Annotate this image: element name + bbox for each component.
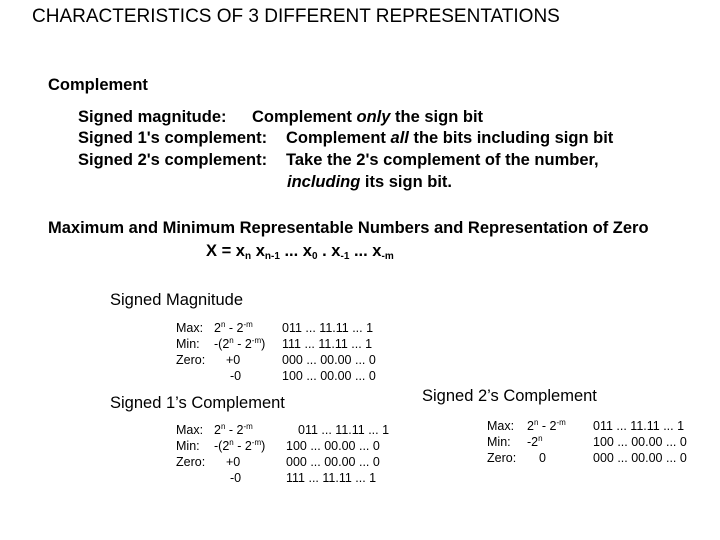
formula-subscript: n [245, 251, 252, 262]
complement-row-twos-continued [287, 173, 452, 192]
table-row [487, 418, 687, 434]
value-part: ) [261, 439, 266, 453]
formula-subscript: -m [381, 251, 394, 262]
row-text: Complement [286, 129, 391, 147]
table-row [176, 454, 389, 470]
value-part: 2 [214, 321, 221, 335]
value-exp: n [538, 434, 543, 443]
value-exp: -m [556, 418, 566, 427]
row-value [214, 336, 282, 352]
row-value [214, 438, 286, 454]
row-text: the bits including sign bit [408, 129, 614, 147]
table-row [176, 438, 389, 454]
row-value: 0 [539, 451, 546, 465]
row-bits: 111 ... 11.11 ... 1 [286, 471, 377, 485]
value-part: -(2 [214, 337, 230, 351]
table-row [487, 450, 687, 466]
table-row [176, 352, 376, 368]
row-emphasis: only [356, 108, 391, 126]
row-bits: 100 ... 00.00 ... 0 [286, 439, 380, 453]
table-row [176, 320, 376, 336]
row-label: Zero: [176, 353, 206, 367]
formula-subscript: 0 [311, 251, 318, 262]
value-part: - 2 [538, 419, 557, 433]
value-part: - 2 [225, 423, 244, 437]
row-bits: 011 ... 11.11 ... 1 [593, 419, 685, 433]
value-exp: n [229, 336, 234, 345]
row-bits: 100 ... 00.00 ... 0 [593, 435, 687, 449]
signed-magnitude-table [176, 320, 376, 384]
formula-part: X = x [206, 242, 245, 260]
row-label: Zero: [487, 451, 517, 465]
maxmin-heading: Maximum and Minimum Representable Numbers and Representation of Zero [48, 219, 649, 237]
row-value [214, 320, 282, 336]
ones-complement-heading: Signed 1’s Complement [110, 394, 285, 412]
row-value: +0 [226, 455, 241, 469]
ones-complement-table [176, 422, 389, 486]
row-bits: 011 ... 11.11 ... 1 [282, 321, 374, 335]
value-exp: n [220, 422, 226, 431]
formula-subscript: -1 [340, 251, 350, 262]
value-part: 2 [214, 423, 221, 437]
formula-part: ... x [279, 242, 312, 260]
number-formula [206, 242, 394, 261]
row-text: Complement [252, 108, 357, 126]
row-label: Max: [176, 423, 204, 437]
value-part: -2 [527, 435, 539, 449]
value-exp: -m [251, 438, 262, 447]
row-bits: 100 ... 00.00 ... 0 [282, 369, 376, 383]
value-part: 2 [527, 419, 534, 433]
page-title: CHARACTERISTICS OF 3 DIFFERENT REPRESENTATIONS [32, 6, 560, 27]
row-label: Signed 2's complement: [78, 151, 268, 169]
row-value: +0 [226, 353, 241, 367]
complement-row-ones [78, 129, 613, 148]
row-value: -0 [230, 471, 242, 485]
complement-row-magnitude [78, 108, 483, 127]
complement-heading: Complement [48, 76, 148, 94]
row-text: Take the 2's complement of the number, [286, 151, 599, 169]
row-label: Min: [487, 435, 511, 449]
complement-row-twos [78, 151, 599, 170]
value-exp: n [229, 438, 234, 447]
row-label: Zero: [176, 455, 206, 469]
row-bits: 000 ... 00.00 ... 0 [282, 353, 376, 367]
row-bits: 000 ... 00.00 ... 0 [593, 451, 687, 465]
row-text: the sign bit [390, 108, 484, 126]
twos-complement-heading: Signed 2’s Complement [422, 387, 597, 405]
row-bits: 011 ... 11.11 ... 1 [298, 423, 390, 437]
row-label: Max: [487, 419, 515, 433]
value-part: ) [261, 337, 266, 351]
value-exp: n [220, 320, 226, 329]
row-value [527, 434, 593, 450]
row-emphasis: including [287, 173, 361, 191]
formula-part: x [251, 242, 265, 260]
signed-magnitude-heading: Signed Magnitude [110, 291, 244, 309]
row-text: its sign bit. [360, 173, 452, 191]
row-label: Max: [176, 321, 204, 335]
row-label: Min: [176, 439, 200, 453]
value-part: - 2 [233, 337, 252, 351]
value-exp: -m [243, 320, 253, 329]
value-exp: n [533, 418, 539, 427]
table-row [176, 336, 376, 352]
formula-subscript: n-1 [264, 251, 280, 262]
table-row [176, 368, 376, 384]
row-label: Signed magnitude: [78, 108, 227, 126]
table-row [176, 422, 389, 438]
row-bits: 111 ... 11.11 ... 1 [282, 337, 373, 351]
formula-part: . x [317, 242, 341, 260]
table-row [487, 434, 687, 450]
value-exp: -m [251, 336, 262, 345]
row-bits: 000 ... 00.00 ... 0 [286, 455, 380, 469]
row-value [214, 422, 298, 438]
table-row [176, 470, 389, 486]
value-part: - 2 [225, 321, 244, 335]
row-label: Min: [176, 337, 200, 351]
value-exp: -m [243, 422, 253, 431]
row-value [527, 418, 593, 434]
value-part: -(2 [214, 439, 230, 453]
row-label: Signed 1's complement: [78, 129, 268, 147]
formula-part: ... x [349, 242, 382, 260]
row-emphasis: all [390, 129, 409, 147]
value-part: - 2 [233, 439, 252, 453]
row-value: -0 [230, 369, 242, 383]
twos-complement-table [487, 418, 687, 466]
